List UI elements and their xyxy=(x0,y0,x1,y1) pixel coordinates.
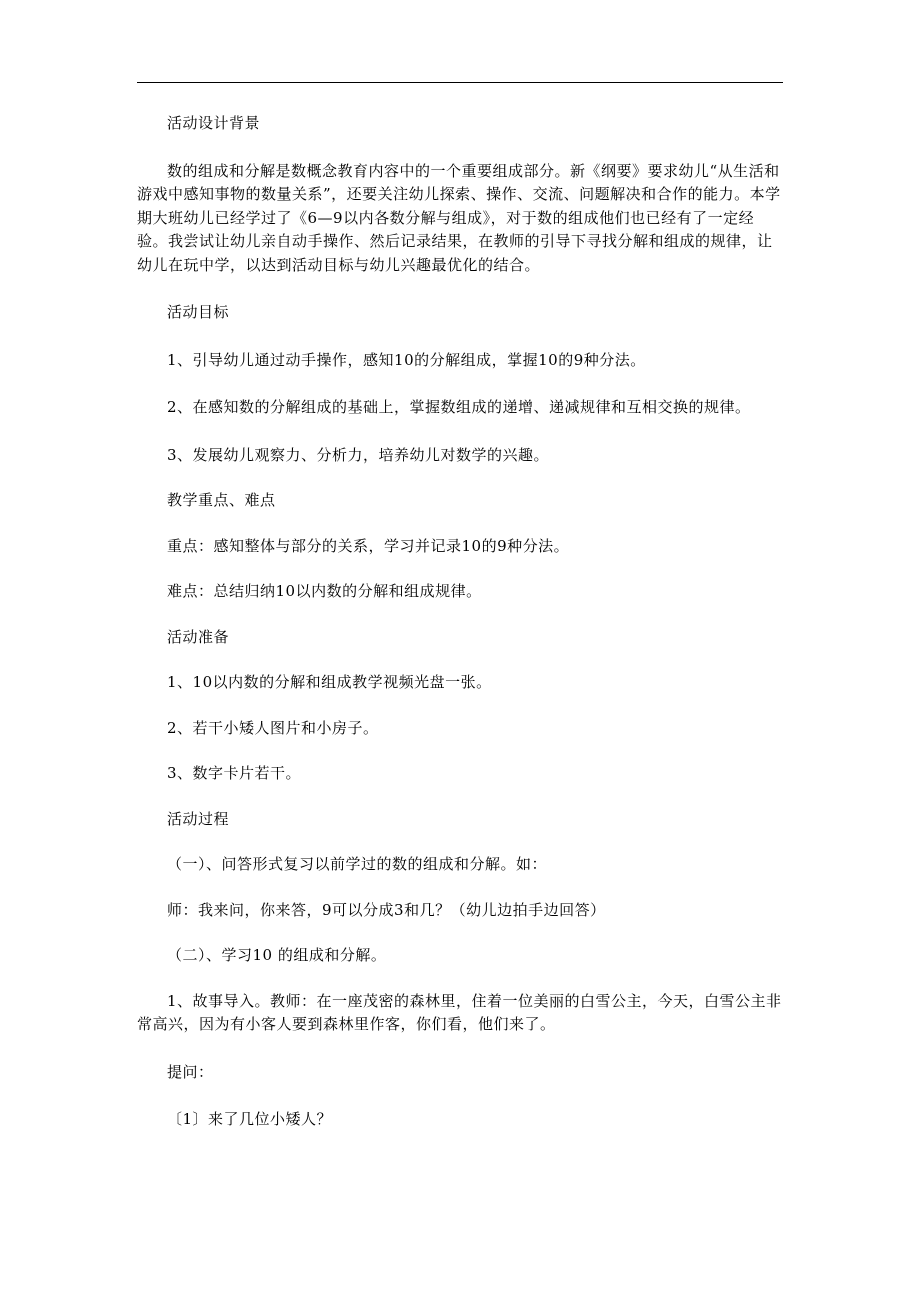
section-heading-process: 活动过程 xyxy=(167,809,230,828)
difficult-point: 难点：总结归纳10以内数的分解和组成规律。 xyxy=(167,582,482,600)
background-paragraph: 数的组成和分解是数概念教育内容中的一个重要组成部分。新《纲要》要求幼儿“从生活和游戏中感知事物的数量关系”，还要关注幼儿探索、操作、交流、问题解决和合作的能力。本学期大班幼儿已经学过了《6—9以内各数分解与组成》，对于数的组成他们也已经有了一定经验。我尝试让幼儿亲自动手操作、然后记录结果，在教师的引导下寻找分解和组成的规律，让幼儿在玩中学，以达到活动目标与幼儿兴趣最优化的结合。 xyxy=(137,161,781,274)
prep-item-3: 3、数字卡片若干。 xyxy=(167,764,302,782)
header-rule xyxy=(137,82,783,83)
process-step-2: （二）、学习10 的组成和分解。 xyxy=(167,946,387,964)
process-step-1-dialog: 师：我来问，你来答，9可以分成3和几？（幼儿边拍手边回答） xyxy=(167,900,606,919)
goal-item-2: 2、在感知数的分解组成的基础上，掌握数组成的递增、递减规律和互相交换的规律。 xyxy=(167,398,751,416)
section-heading-key-points: 教学重点、难点 xyxy=(167,491,276,509)
section-heading-background: 活动设计背景 xyxy=(167,114,261,132)
question-label: 提问： xyxy=(167,1062,214,1081)
key-point: 重点：感知整体与部分的关系，学习并记录10的9种分法。 xyxy=(167,536,570,555)
goal-item-1: 1、引导幼儿通过动手操作，感知10的分解组成，掌握10的9种分法。 xyxy=(167,350,646,369)
goal-item-3: 3、发展幼儿观察力、分析力，培养幼儿对数学的兴趣。 xyxy=(167,445,550,464)
section-heading-preparation: 活动准备 xyxy=(167,627,230,646)
prep-item-2: 2、若干小矮人图片和小房子。 xyxy=(167,718,379,737)
prep-item-1: 1、10以内数的分解和组成教学视频光盘一张。 xyxy=(167,673,492,691)
process-step-2-story: 1、故事导入。教师：在一座茂密的森林里，住着一位美丽的白雪公主，今天，白雪公主非常高兴，因为有小客人要到森林里作客，你们看，他们来了。 xyxy=(137,991,782,1033)
document-body xyxy=(137,112,783,1132)
question-item-1: 〔1〕来了几位小矮人？ xyxy=(167,1110,333,1128)
process-step-1: （一）、问答形式复习以前学过的数的组成和分解。如： xyxy=(167,855,548,873)
section-heading-goals: 活动目标 xyxy=(167,303,230,321)
